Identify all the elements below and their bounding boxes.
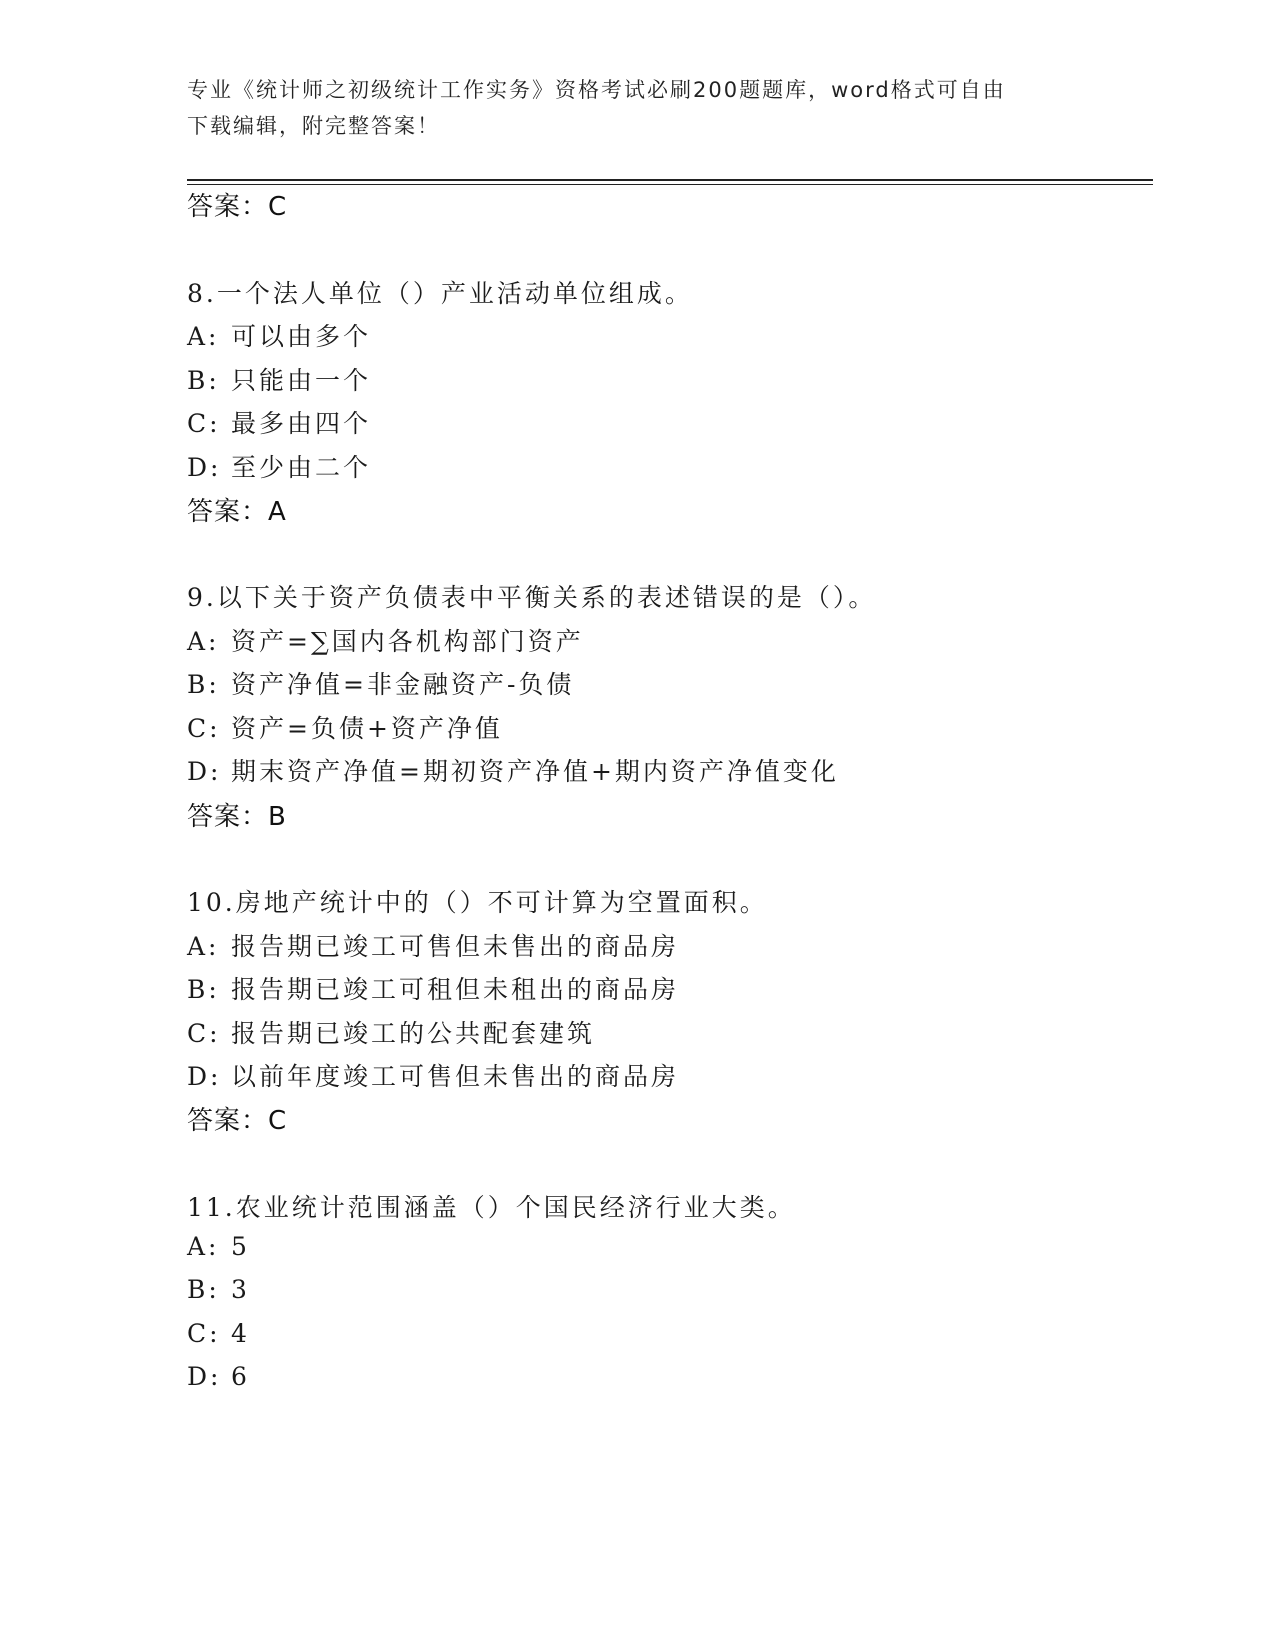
option-letter: B: — [187, 670, 220, 699]
option-letter: D: — [187, 757, 222, 786]
option-text: 期末资产净值=期初资产净值+期内资产净值变化 — [231, 757, 839, 786]
previous-answer: 答案：C — [187, 192, 288, 222]
option-a — [187, 622, 584, 658]
option-letter: C: — [187, 1319, 221, 1348]
option-d — [187, 1362, 250, 1391]
option-c — [187, 404, 371, 440]
option-letter: D: — [187, 1062, 222, 1091]
option-text: 只能由一个 — [231, 366, 372, 395]
option-c — [187, 709, 503, 745]
answer: 答案：C — [187, 1106, 288, 1136]
option-letter: A: — [187, 322, 220, 351]
option-c — [187, 1014, 595, 1050]
question-stem: 11.农业统计范围涵盖（）个国民经济行业大类。 — [187, 1193, 796, 1222]
option-text: 资产净值=非金融资产-负债 — [231, 670, 575, 699]
header-divider-thick — [187, 179, 1153, 181]
option-a — [187, 1232, 250, 1261]
header-line-2: 下载编辑，附完整答案！ — [187, 114, 440, 138]
option-text: 6 — [231, 1362, 250, 1391]
option-b — [187, 1275, 250, 1304]
option-text: 报告期已竣工的公共配套建筑 — [231, 1019, 596, 1048]
option-text: 报告期已竣工可售但未售出的商品房 — [231, 932, 680, 961]
option-letter: B: — [187, 975, 220, 1004]
answer: 答案：B — [187, 802, 287, 832]
option-text: 资产=∑国内各机构部门资产 — [231, 627, 584, 656]
header-divider-thin — [187, 184, 1153, 185]
option-a — [187, 317, 371, 353]
option-text: 4 — [231, 1319, 250, 1348]
header-line-1: 专业《统计师之初级统计工作实务》资格考试必刷200题题库，word格式可自由 — [187, 78, 1006, 102]
question-stem: 10.房地产统计中的（）不可计算为空置面积。 — [187, 888, 768, 917]
option-letter: B: — [187, 366, 220, 395]
option-letter: D: — [187, 1362, 222, 1391]
option-text: 资产=负债+资产净值 — [231, 714, 503, 743]
option-d — [187, 448, 371, 484]
option-letter: A: — [187, 627, 220, 656]
answer: 答案：A — [187, 497, 287, 527]
option-b — [187, 665, 574, 701]
option-letter: D: — [187, 453, 222, 482]
option-text: 报告期已竣工可租但未租出的商品房 — [231, 975, 680, 1004]
option-b — [187, 361, 371, 397]
option-text: 至少由二个 — [231, 453, 372, 482]
option-text: 5 — [231, 1232, 250, 1261]
option-d — [187, 752, 839, 788]
option-a — [187, 927, 679, 963]
option-letter: B: — [187, 1275, 220, 1304]
option-letter: A: — [187, 1232, 220, 1261]
question-stem: 9.以下关于资产负债表中平衡关系的表述错误的是（）。 — [187, 583, 877, 612]
option-text: 最多由四个 — [231, 409, 372, 438]
option-b — [187, 970, 679, 1006]
option-letter: C: — [187, 1019, 221, 1048]
option-text: 3 — [231, 1275, 250, 1304]
option-letter: C: — [187, 409, 221, 438]
option-letter: A: — [187, 932, 220, 961]
option-text: 以前年度竣工可售但未售出的商品房 — [231, 1062, 680, 1091]
document-header — [187, 72, 1067, 144]
question-stem: 8.一个法人单位（）产业活动单位组成。 — [187, 279, 693, 308]
option-letter: C: — [187, 714, 221, 743]
option-d — [187, 1057, 679, 1093]
option-text: 可以由多个 — [231, 322, 372, 351]
option-c — [187, 1319, 250, 1348]
